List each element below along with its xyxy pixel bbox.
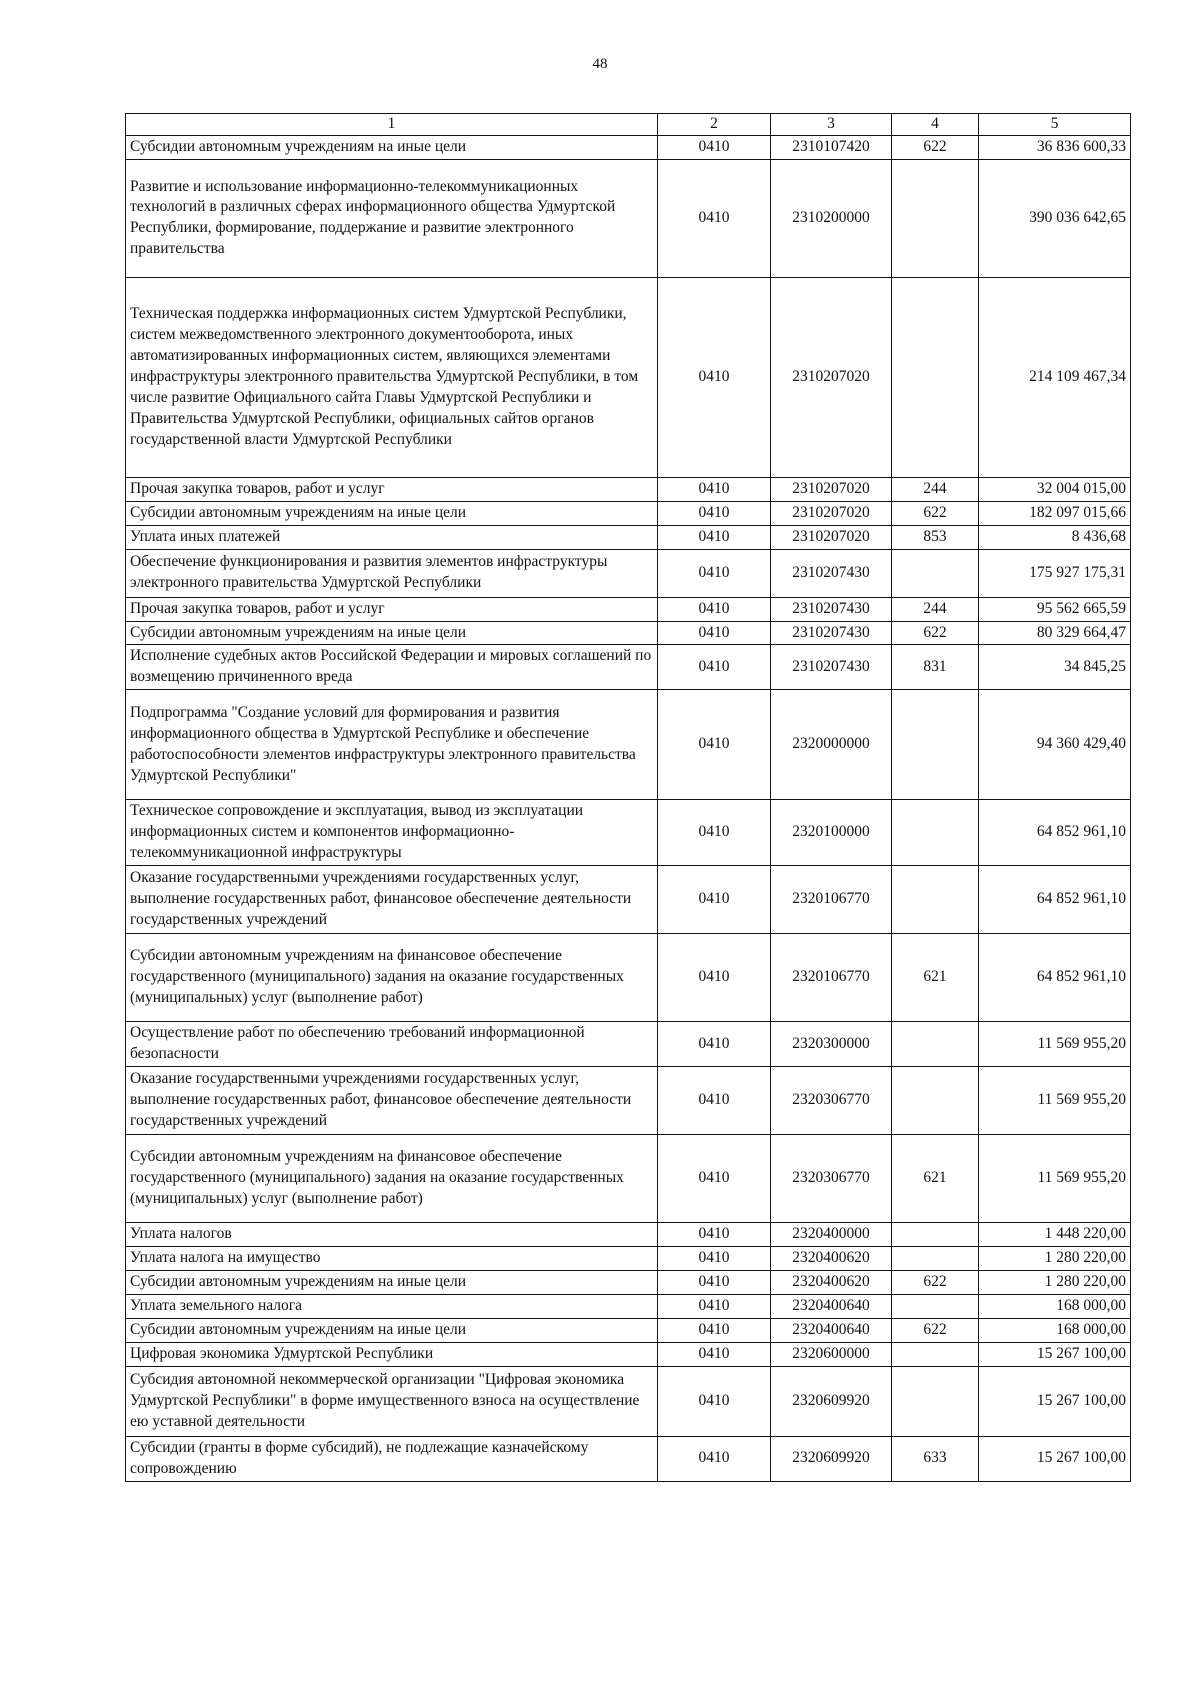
row-name: Уплата налога на имущество <box>126 1246 658 1270</box>
row-name: Обеспечение функционирования и развития элементов инфраструктуры электронного правительства Удмуртской Республики <box>126 549 658 597</box>
row-section: 0410 <box>658 621 771 645</box>
row-target: 2320400640 <box>771 1318 892 1342</box>
row-name: Прочая закупка товаров, работ и услуг <box>126 597 658 621</box>
row-type <box>892 549 979 597</box>
row-type <box>892 1222 979 1246</box>
column-header-1: 1 <box>126 114 658 136</box>
table-row <box>126 1246 1131 1270</box>
row-target: 2320106770 <box>771 934 892 1022</box>
table-row <box>126 1294 1131 1318</box>
row-type <box>892 1366 979 1436</box>
row-section: 0410 <box>658 277 771 477</box>
row-type: 853 <box>892 525 979 549</box>
row-type <box>892 866 979 934</box>
row-name: Субсидии автономным учреждениям на иные цели <box>126 135 658 159</box>
table-row <box>126 1270 1131 1294</box>
row-section: 0410 <box>658 135 771 159</box>
row-amount: 94 360 429,40 <box>979 690 1131 800</box>
row-amount: 168 000,00 <box>979 1318 1131 1342</box>
row-section: 0410 <box>658 1022 771 1067</box>
row-section: 0410 <box>658 549 771 597</box>
row-section: 0410 <box>658 690 771 800</box>
row-section: 0410 <box>658 525 771 549</box>
row-name: Субсидия автономной некоммерческой организации "Цифровая экономика Удмуртской Республики" в форме имущественного взноса на осуществление ею уставной деятельности <box>126 1366 658 1436</box>
row-name: Субсидии автономным учреждениям на иные цели <box>126 621 658 645</box>
row-amount: 390 036 642,65 <box>979 159 1131 277</box>
table-row <box>126 690 1131 800</box>
row-amount: 11 569 955,20 <box>979 1022 1131 1067</box>
row-amount: 64 852 961,10 <box>979 866 1131 934</box>
table-row <box>126 277 1131 477</box>
row-section: 0410 <box>658 1134 771 1222</box>
row-target: 2320306770 <box>771 1134 892 1222</box>
header-row <box>126 114 1131 136</box>
table-row <box>126 645 1131 690</box>
row-section: 0410 <box>658 1246 771 1270</box>
row-section: 0410 <box>658 1270 771 1294</box>
table-row <box>126 1134 1131 1222</box>
row-type: 244 <box>892 477 979 501</box>
row-target: 2310207020 <box>771 277 892 477</box>
row-amount: 80 329 664,47 <box>979 621 1131 645</box>
row-target: 2320400620 <box>771 1246 892 1270</box>
row-type <box>892 277 979 477</box>
row-name: Уплата налогов <box>126 1222 658 1246</box>
table-row <box>126 549 1131 597</box>
row-name: Подпрограмма "Создание условий для формирования и развития информационного общества в Удмуртской Республике и обеспечение работоспособности элементов инфраструктуры электронного правительства Удмуртской Республики" <box>126 690 658 800</box>
row-type <box>892 1294 979 1318</box>
row-type: 633 <box>892 1436 979 1481</box>
table-row <box>126 1318 1131 1342</box>
row-amount: 1 280 220,00 <box>979 1246 1131 1270</box>
page-number: 48 <box>592 56 608 72</box>
row-amount: 214 109 467,34 <box>979 277 1131 477</box>
row-name: Исполнение судебных актов Российской Федерации и мировых соглашений по возмещению причиненного вреда <box>126 645 658 690</box>
row-amount: 1 448 220,00 <box>979 1222 1131 1246</box>
row-section: 0410 <box>658 1366 771 1436</box>
row-type: 621 <box>892 1134 979 1222</box>
row-target: 2310207430 <box>771 645 892 690</box>
row-target: 2320100000 <box>771 800 892 866</box>
row-amount: 15 267 100,00 <box>979 1342 1131 1366</box>
row-section: 0410 <box>658 1222 771 1246</box>
row-name: Развитие и использование информационно-телекоммуникационных технологий в различных сферах информационного общества Удмуртской Республики, формирование, поддержание и развитие электронного правительства <box>126 159 658 277</box>
row-target: 2310207020 <box>771 501 892 525</box>
row-amount: 95 562 665,59 <box>979 597 1131 621</box>
row-name: Уплата земельного налога <box>126 1294 658 1318</box>
row-amount: 64 852 961,10 <box>979 800 1131 866</box>
row-amount: 15 267 100,00 <box>979 1436 1131 1481</box>
row-target: 2320600000 <box>771 1342 892 1366</box>
row-target: 2320400000 <box>771 1222 892 1246</box>
table-row <box>126 1222 1131 1246</box>
table-row <box>126 135 1131 159</box>
row-section: 0410 <box>658 1436 771 1481</box>
row-amount: 182 097 015,66 <box>979 501 1131 525</box>
row-section: 0410 <box>658 645 771 690</box>
row-type: 622 <box>892 1270 979 1294</box>
row-name: Субсидии автономным учреждениям на иные цели <box>126 501 658 525</box>
budget-table <box>125 113 1131 1482</box>
column-header-2: 2 <box>658 114 771 136</box>
row-target: 2310207430 <box>771 597 892 621</box>
row-name: Техническое сопровождение и эксплуатация, вывод из эксплуатации информационных систем и компонентов информационно-телекоммуникационной инфраструктуры <box>126 800 658 866</box>
row-section: 0410 <box>658 800 771 866</box>
row-amount: 15 267 100,00 <box>979 1366 1131 1436</box>
row-target: 2320306770 <box>771 1066 892 1134</box>
row-amount: 175 927 175,31 <box>979 549 1131 597</box>
row-type <box>892 1246 979 1270</box>
row-section: 0410 <box>658 501 771 525</box>
row-type <box>892 1066 979 1134</box>
row-section: 0410 <box>658 934 771 1022</box>
row-amount: 8 436,68 <box>979 525 1131 549</box>
row-type: 244 <box>892 597 979 621</box>
row-type: 831 <box>892 645 979 690</box>
table-row <box>126 159 1131 277</box>
row-type: 622 <box>892 621 979 645</box>
row-name: Субсидии (гранты в форме субсидий), не подлежащие казначейскому сопровождению <box>126 1436 658 1481</box>
row-target: 2320106770 <box>771 866 892 934</box>
row-name: Оказание государственными учреждениями государственных услуг, выполнение государственных работ, финансовое обеспечение деятельности государственных учреждений <box>126 1066 658 1134</box>
row-type <box>892 1342 979 1366</box>
row-name: Оказание государственными учреждениями государственных услуг, выполнение государственных работ, финансовое обеспечение деятельности государственных учреждений <box>126 866 658 934</box>
table-row <box>126 1436 1131 1481</box>
row-type <box>892 690 979 800</box>
table-row <box>126 1342 1131 1366</box>
row-amount: 36 836 600,33 <box>979 135 1131 159</box>
row-amount: 32 004 015,00 <box>979 477 1131 501</box>
row-name: Субсидии автономным учреждениям на финансовое обеспечение государственного (муниципального) задания на оказание государственных (муниципальных) услуг (выполнение работ) <box>126 934 658 1022</box>
row-target: 2310207020 <box>771 477 892 501</box>
row-amount: 168 000,00 <box>979 1294 1131 1318</box>
row-section: 0410 <box>658 159 771 277</box>
table-row <box>126 934 1131 1022</box>
row-section: 0410 <box>658 1318 771 1342</box>
row-name: Прочая закупка товаров, работ и услуг <box>126 477 658 501</box>
row-amount: 64 852 961,10 <box>979 934 1131 1022</box>
row-target: 2310207430 <box>771 549 892 597</box>
row-target: 2320000000 <box>771 690 892 800</box>
row-type <box>892 1022 979 1067</box>
row-section: 0410 <box>658 1342 771 1366</box>
row-name: Субсидии автономным учреждениям на иные цели <box>126 1270 658 1294</box>
row-target: 2310207020 <box>771 525 892 549</box>
row-target: 2310200000 <box>771 159 892 277</box>
row-type: 622 <box>892 135 979 159</box>
row-target: 2320609920 <box>771 1366 892 1436</box>
row-type: 622 <box>892 1318 979 1342</box>
row-target: 2310107420 <box>771 135 892 159</box>
row-amount: 34 845,25 <box>979 645 1131 690</box>
row-type: 621 <box>892 934 979 1022</box>
table-row <box>126 477 1131 501</box>
table-row <box>126 597 1131 621</box>
row-target: 2320400640 <box>771 1294 892 1318</box>
table-row <box>126 501 1131 525</box>
row-section: 0410 <box>658 1294 771 1318</box>
table-row <box>126 1022 1131 1067</box>
row-type: 622 <box>892 501 979 525</box>
table-row <box>126 525 1131 549</box>
row-target: 2320609920 <box>771 1436 892 1481</box>
row-name: Техническая поддержка информационных систем Удмуртской Республики, систем межведомственного электронного документооборота, иных автоматизированных информационных систем, являющихся элементами инфраструктуры электронного правительства Удмуртской Республики, в том числе развитие Официального сайта Главы Удмуртской Республики и Правительства Удмуртской Республики, официальных сайтов органов государственной власти Удмуртской Республики <box>126 277 658 477</box>
row-target: 2310207430 <box>771 621 892 645</box>
row-type <box>892 800 979 866</box>
row-section: 0410 <box>658 477 771 501</box>
row-amount: 1 280 220,00 <box>979 1270 1131 1294</box>
row-type <box>892 159 979 277</box>
row-section: 0410 <box>658 866 771 934</box>
row-section: 0410 <box>658 1066 771 1134</box>
row-amount: 11 569 955,20 <box>979 1134 1131 1222</box>
row-name: Субсидии автономным учреждениям на иные цели <box>126 1318 658 1342</box>
column-header-5: 5 <box>979 114 1131 136</box>
table-row <box>126 800 1131 866</box>
row-name: Субсидии автономным учреждениям на финансовое обеспечение государственного (муниципального) задания на оказание государственных (муниципальных) услуг (выполнение работ) <box>126 1134 658 1222</box>
row-target: 2320400620 <box>771 1270 892 1294</box>
column-header-3: 3 <box>771 114 892 136</box>
table-row <box>126 1366 1131 1436</box>
row-name: Уплата иных платежей <box>126 525 658 549</box>
row-section: 0410 <box>658 597 771 621</box>
column-header-4: 4 <box>892 114 979 136</box>
row-amount: 11 569 955,20 <box>979 1066 1131 1134</box>
table-row <box>126 1066 1131 1134</box>
table-row <box>126 866 1131 934</box>
row-name: Осуществление работ по обеспечению требований информационной безопасности <box>126 1022 658 1067</box>
row-target: 2320300000 <box>771 1022 892 1067</box>
row-name: Цифровая экономика Удмуртской Республики <box>126 1342 658 1366</box>
table-row <box>126 621 1131 645</box>
